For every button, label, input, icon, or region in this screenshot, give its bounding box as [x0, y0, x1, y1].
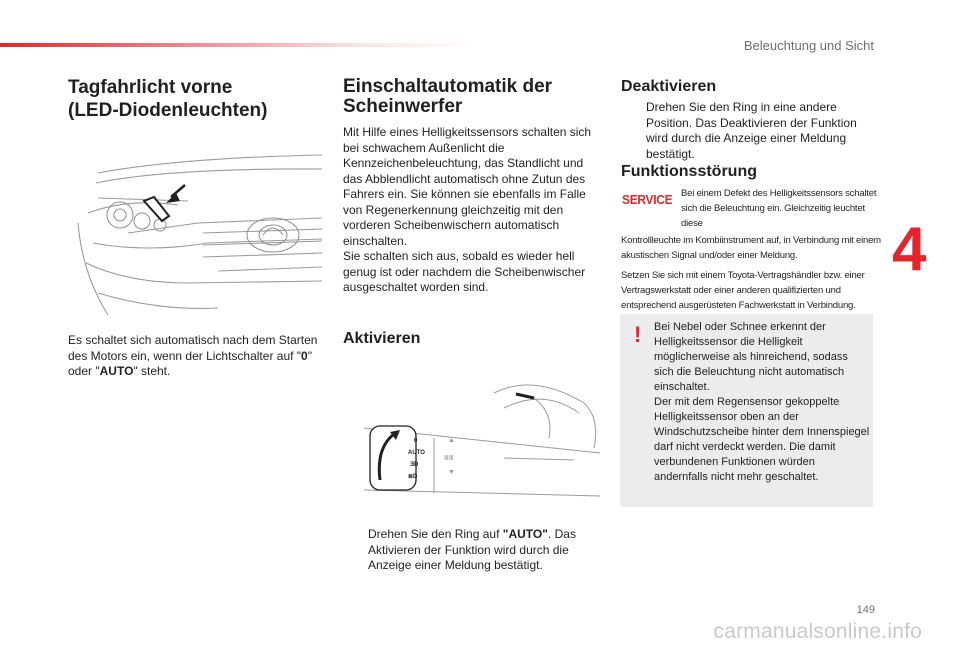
- svg-text:▲: ▲: [448, 437, 455, 444]
- svg-text:ⅢⅢ: ⅢⅢ: [444, 455, 454, 462]
- headlight-illustration: [68, 143, 322, 318]
- title-line-1: Tagfahrlicht vorne: [68, 77, 233, 98]
- text-part-c: " steht.: [133, 364, 171, 378]
- stalk-label-auto: AUTO: [408, 450, 425, 456]
- auto-keyword: "AUTO": [502, 527, 548, 541]
- paragraph-2: Sie schalten sich aus, sobald es wieder hell genug ist oder nachdem die Scheibenwischer ausgeschaltet worden sind.: [343, 249, 586, 294]
- title-line-2: Scheinwerfer: [343, 96, 463, 117]
- stalk-label-low-beam: ƎD: [410, 462, 419, 468]
- warning-paragraph-1: Bei Nebel oder Schnee erkennt der Helligkeitssensor die Helligkeit möglicherweise als hinreichend, sodass sich die Beleuchtung nicht automatisch einschaltet.: [654, 321, 848, 393]
- position-auto: AUTO: [99, 364, 134, 378]
- subtitle-activate: Aktivieren: [343, 330, 421, 347]
- activate-instruction: [343, 527, 599, 574]
- warning-box: [620, 314, 873, 507]
- title-line-2: (LED-Diodenleuchten): [68, 100, 268, 121]
- watermark: carmanualsonline.info: [713, 620, 922, 643]
- malfunction-text-3: Setzen Sie sich mit einem Toyota-Vertragshändler bzw. einer Vertragswerkstatt oder einer anderen qualifizierten und entsprechend ausgerüsteten Fachwerkstatt in Verbindung.: [621, 270, 865, 311]
- chapter-number: 4: [892, 215, 927, 284]
- activate-text: [368, 527, 599, 574]
- paragraph-1: Mit Hilfe eines Helligkeitssensors schalten sich bei schwachem Außenlicht die Kennzeichenbeleuchtung, das Standlicht und das Abblendlicht automatisch ohne Zutun des Fahrers ein. Sie können sie ebenfalls im Falle von Regenerkennung gleichzeitig mit den vorderen Scheibenwischern automatisch einschalten.: [343, 125, 592, 248]
- daytime-lights-text: [68, 333, 324, 380]
- text-part-a: Es schaltet sich automatisch nach dem Starten des Motors ein, wenn der Lichtschalter auf ": [68, 333, 318, 363]
- exclamation-icon: !: [634, 322, 642, 347]
- malfunction-text-2: Kontrollleuchte im Kombiinstrument auf, in Verbindung mit einem akustischen Signal und/oder einer Meldung.: [621, 235, 881, 261]
- chapter-title: Beleuchtung und Sicht: [743, 38, 874, 53]
- stalk-label-0: 0: [414, 438, 418, 444]
- subtitle-malfunction: Funktionsstörung: [621, 163, 757, 180]
- warning-text: [654, 320, 870, 485]
- service-warning-icon: SERVICE: [622, 192, 673, 207]
- deactivate-text: Drehen Sie den Ring in eine andere Position. Das Deaktivieren der Funktion wird durch die Anzeige einer Meldung bestätigt.: [646, 100, 857, 161]
- text-part-a: Drehen Sie den Ring auf: [368, 527, 503, 541]
- stalk-label-high-beam: ≣D: [408, 474, 418, 480]
- title-line-1: Einschaltautomatik der: [343, 76, 553, 97]
- auto-headlamps-text: [343, 125, 601, 296]
- page-number: 149: [856, 604, 875, 616]
- malfunction-text-1: Bei einem Defekt des Helligkeitssensors schaltet sich die Beleuchtung ein. Gleichzeitig leuchtet diese: [681, 188, 877, 229]
- warning-paragraph-2: Der mit dem Regensensor gekoppelte Helligkeitssensor oben an der Windschutzscheibe hinter dem Innenspiegel darf nicht verdeckt werden. Die damit verbundenen Funktionen würden andernfalls nicht mehr geschaltet.: [654, 396, 870, 483]
- section-title-auto-headlamps: [343, 77, 593, 117]
- subtitle-deactivate: Deaktivieren: [621, 78, 717, 95]
- deactivate-instruction: [621, 100, 877, 162]
- section-title-daytime-lights: [68, 76, 318, 122]
- text-part-b: " oder ": [68, 348, 312, 378]
- light-switch-stalk-illustration: [344, 368, 600, 502]
- svg-text:▼: ▼: [448, 469, 455, 476]
- position-0: 0: [301, 348, 308, 363]
- text-part-b: . Das Aktivieren der Funktion wird durch die Anzeige einer Meldung bestätigt.: [368, 527, 576, 572]
- header-accent-bar: [0, 43, 480, 47]
